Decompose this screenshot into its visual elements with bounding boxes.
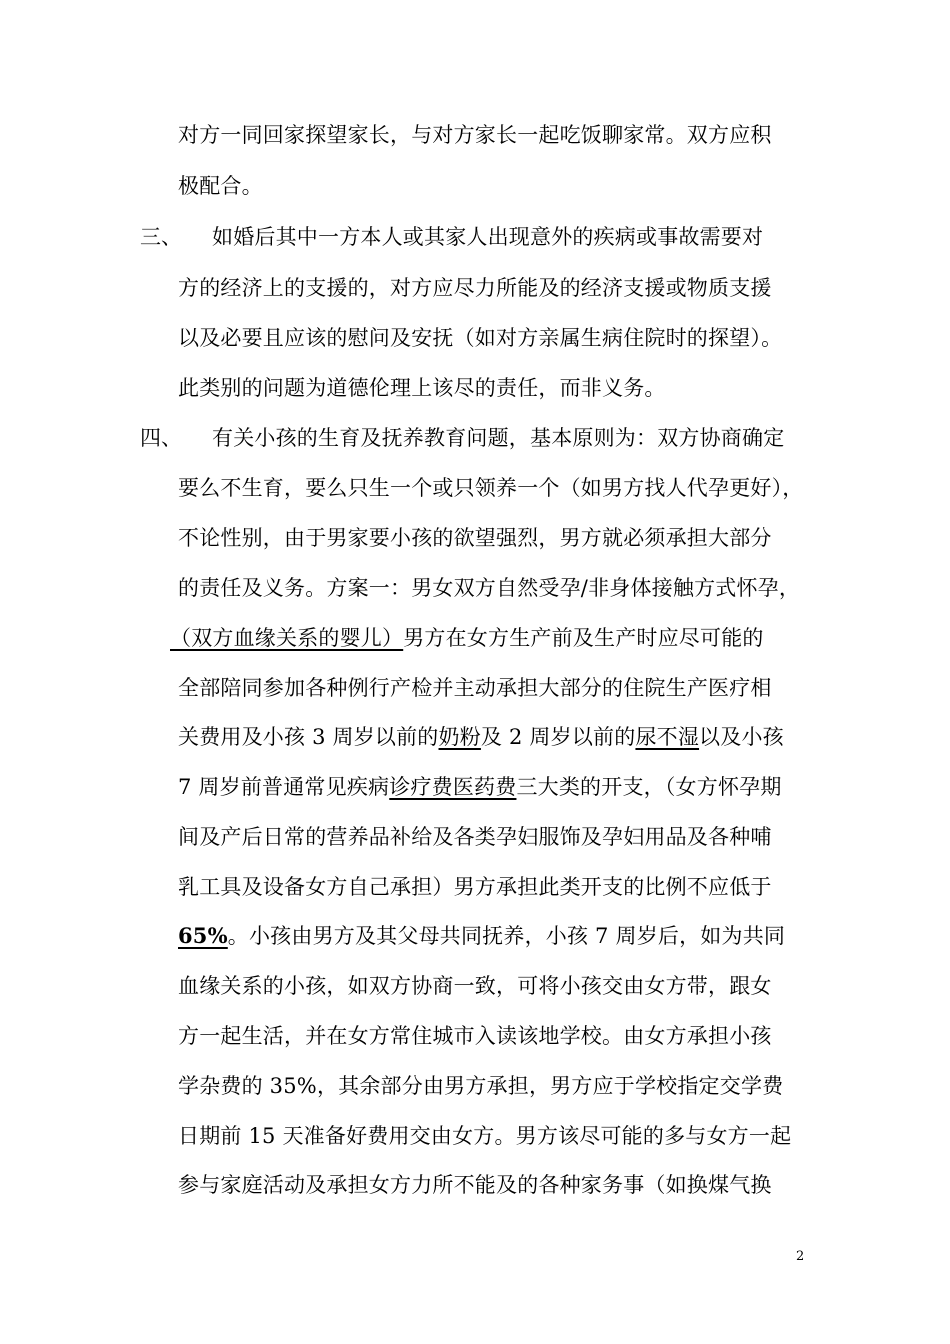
text-span: 7 周岁前普通常见疾病 xyxy=(178,775,390,799)
bold-underlined-percentage: 65% xyxy=(178,923,228,948)
paragraph-line: 参与家庭活动及承担女方力所不能及的各种家务事（如换煤气换 xyxy=(178,1173,772,1197)
underlined-text: 尿不湿 xyxy=(635,725,700,749)
section-number: 三、 xyxy=(140,225,182,249)
section-number: 四、 xyxy=(140,426,182,450)
paragraph-line: 方一起生活，并在女方常住城市入读该地学校。由女方承担小孩 xyxy=(178,1024,772,1048)
paragraph-line: 以及必要且应该的慰问及安抚（如对方亲属生病住院时的探望）。 xyxy=(178,326,783,350)
paragraph-line: 要么不生育，要么只生一个或只领养一个（如男方找人代孕更好）， xyxy=(178,476,804,500)
paragraph-line: 有关小孩的生育及抚养教育问题，基本原则为：双方协商确定 xyxy=(212,426,785,450)
paragraph-line xyxy=(178,920,785,952)
paragraph-line xyxy=(178,721,784,753)
paragraph-line: 方的经济上的支援的，对方应尽力所能及的经济支援或物质支援 xyxy=(178,276,772,300)
paragraph-line: 乳工具及设备女方自己承担）男方承担此类开支的比例不应低于 xyxy=(178,875,772,899)
page-number: 2 xyxy=(796,1249,805,1264)
text-span: 。小孩由男方及其父母共同抚养，小孩 7 周岁后，如为共同 xyxy=(227,924,786,948)
text-span: 及 2 周岁以前的 xyxy=(480,725,636,749)
text-span: 三大类的开支，（女方怀孕期 xyxy=(516,775,782,799)
paragraph-line: 的责任及义务。方案一：男女双方自然受孕/非身体接触方式怀孕， xyxy=(178,576,801,600)
underlined-text: 奶粉 xyxy=(438,725,481,749)
paragraph-line: 日期前 15 天准备好费用交由女方。男方该尽可能的多与女方一起 xyxy=(178,1124,792,1148)
paragraph-line: 血缘关系的小孩，如双方协商一致，可将小孩交由女方带，跟女 xyxy=(178,974,772,998)
paragraph-line: 学杂费的 35%，其余部分由男方承担，男方应于学校指定交学费 xyxy=(178,1074,784,1098)
paragraph-line xyxy=(170,622,764,654)
underlined-text: 诊疗费医药费 xyxy=(389,775,517,799)
text-span: 以及小孩 xyxy=(699,725,784,749)
paragraph-line: 此类别的问题为道德伦理上该尽的责任，而非义务。 xyxy=(178,376,666,400)
underlined-text: （双方血缘关系的婴儿） xyxy=(170,626,404,650)
paragraph-line: 对方一同回家探望家长，与对方家长一起吃饭聊家常。双方应积 xyxy=(178,123,772,147)
paragraph-line: 全部陪同参加各种例行产检并主动承担大部分的住院生产医疗相 xyxy=(178,676,772,700)
paragraph-line: 间及产后日常的营养品补给及各类孕妇服饰及孕妇用品及各种哺 xyxy=(178,825,772,849)
paragraph-line xyxy=(178,771,782,803)
paragraph-line: 不论性别，由于男家要小孩的欲望强烈，男方就必须承担大部分 xyxy=(178,526,772,550)
paragraph-line: 极配合。 xyxy=(178,174,263,198)
paragraph-line: 如婚后其中一方本人或其家人出现意外的疾病或事故需要对 xyxy=(212,225,764,249)
text-span: 关费用及小孩 3 周岁以前的 xyxy=(178,725,439,749)
text-span: 男方在女方生产前及生产时应尽可能的 xyxy=(403,626,764,650)
